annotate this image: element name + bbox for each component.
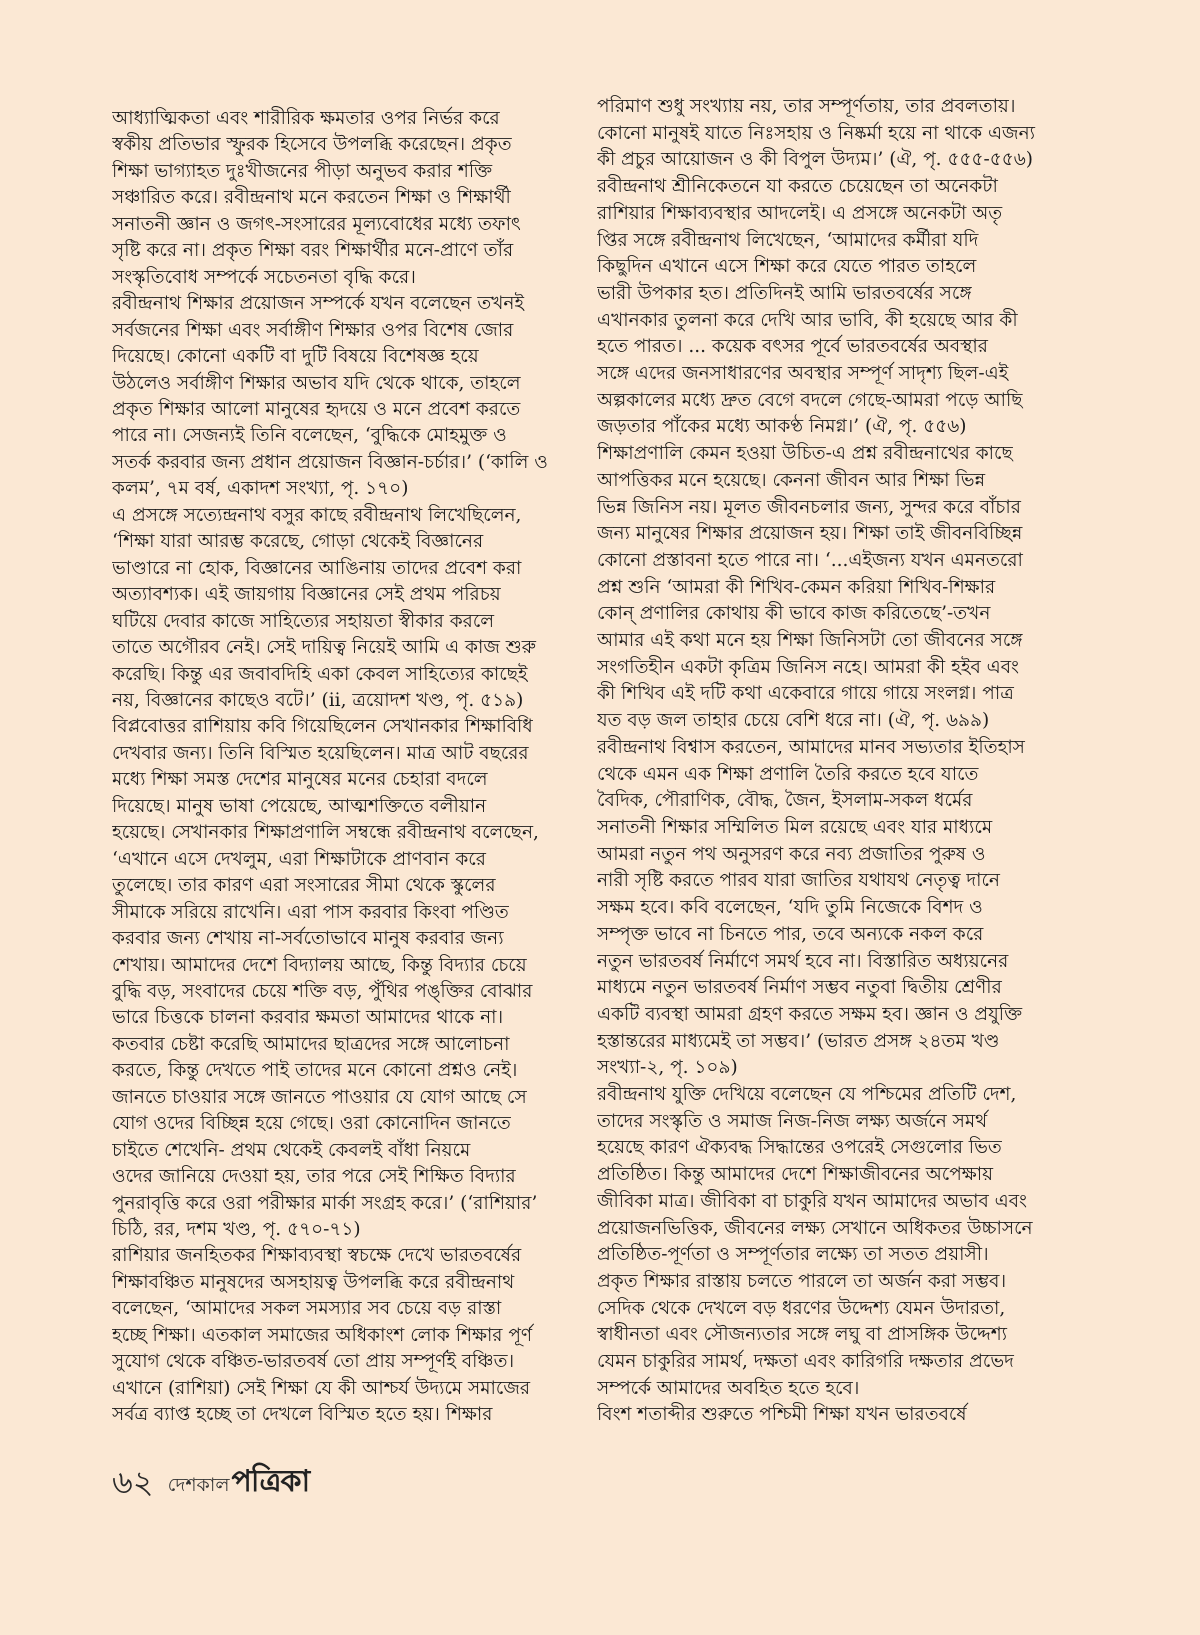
- text-line: তুলেছে। তার কারণ এরা সংসারের সীমা থেকে স্কুলের: [112, 875, 496, 897]
- text-line: সনাতনী জ্ঞান ও জগৎ-সংসারের মূল্যবোধের মধ্যে তফাৎ: [112, 213, 521, 235]
- text-line: ওদের জানিয়ে দেওয়া হয়, তার পরে সেই শিক্ষিত বিদ্যার: [112, 1166, 516, 1188]
- text-line: আপত্তিকর মনে হয়েছে। কেননা জীবন আর শিক্ষা ভিন্ন: [597, 469, 986, 491]
- text-line: পুনরাবৃত্তি করে ওরা পরীক্ষার মার্কা সংগ্রহ করে।’ (‘রাশিয়ার’: [112, 1192, 538, 1214]
- text-line: মধ্যে শিক্ষা সমস্ত দেশের মানুষের মনের চেহারা বদলে: [112, 769, 488, 791]
- text-line: জানতে চাওয়ার সঙ্গে জানতে পাওয়ার যে যোগ আছে সে: [112, 1086, 527, 1108]
- page-footer: [112, 1458, 512, 1506]
- text-line: শিক্ষা ভাগ্যাহত দুঃখীজনের পীড়া অনুভব করার শক্তি: [112, 160, 493, 182]
- text-line: জীবিকা মাত্র। জীবিকা বা চাকুরি যখন আমাদের অভাব এবং: [597, 1190, 1027, 1212]
- text-line: হস্তান্তরের মাধ্যমেই তা সম্ভব।’ (ভারত প্রসঙ্গ ২৪তম খণ্ড: [597, 1030, 1000, 1052]
- text-line: জন্য মানুষের শিক্ষার প্রয়োজন হয়। শিক্ষা তাই জীবনবিচ্ছিন্ন: [597, 523, 1023, 545]
- text-line: শিক্ষাপ্রণালি কেমন হওয়া উচিত-এ প্রশ্ন রবীন্দ্রনাথের কাছে: [597, 443, 1013, 465]
- text-line: আমার এই কথা মনে হয় শিক্ষা জিনিসটা তো জীবনের সঙ্গে: [597, 630, 1023, 652]
- text-line: কী প্রচুর আয়োজন ও কী বিপুল উদ্যম।’ (ঐ, পৃ. ৫৫৫-৫৫৬): [597, 149, 1033, 171]
- text-line: চাইতে শেখেনি- প্রথম থেকেই কেবলই বাঁধা নিয়মে: [112, 1139, 471, 1161]
- text-line: মাধ্যমে নতুন ভারতবর্ষ নির্মাণ সম্ভব নতুবা দ্বিতীয় শ্রেণীর: [597, 977, 1002, 999]
- text-line: হচ্ছে শিক্ষা। এতকাল সমাজের অধিকাংশ লোক শিক্ষার পূর্ণ: [112, 1324, 533, 1346]
- text-line: এ প্রসঙ্গে সত্যেন্দ্রনাথ বসুর কাছে রবীন্দ্রনাথ লিখেছিলেন,: [112, 504, 522, 526]
- text-line: প্রতিষ্ঠিত। কিন্তু আমাদের দেশে শিক্ষাজীবনের অপেক্ষায়: [597, 1164, 994, 1186]
- text-line: নারী সৃষ্টি করতে পারব যারা জাতির যথাযথ নেতৃত্ব দানে: [597, 870, 1000, 892]
- text-line: কিছুদিন এখানে এসে শিক্ষা করে যেতে পারত তাহলে: [597, 256, 977, 278]
- text-line: চিঠি, রর, দশম খণ্ড, পৃ. ৫৭০-৭১): [112, 1219, 361, 1241]
- text-line: রবীন্দ্রনাথ শ্রীনিকেতনে যা করতে চেয়েছেন তা অনেকটা: [597, 176, 998, 198]
- text-line: রবীন্দ্রনাথ যুক্তি দেখিয়ে বলেছেন যে পশ্চিমের প্রতিটি দেশ,: [597, 1084, 1017, 1106]
- text-line: অল্পকালের মধ্যে দ্রুত বেগে বদলে গেছে-আমরা পড়ে আছি: [597, 389, 1023, 411]
- text-line: যোগ ওদের বিচ্ছিন্ন হয়ে গেছে। ওরা কোনোদিন জানতে: [112, 1113, 511, 1135]
- text-line: প্রকৃত শিক্ষার আলো মানুষের হৃদয়ে ও মনে প্রবেশ করতে: [112, 398, 521, 420]
- text-line: শিক্ষাবঞ্চিত মানুষদের অসহায়ত্ব উপলব্ধি করে রবীন্দ্রনাথ: [112, 1271, 515, 1293]
- text-line: হয়েছে কারণ ঐক্যবদ্ধ সিদ্ধান্তের ওপরেই সেগুলোর ভিত: [597, 1137, 1002, 1159]
- text-line: সক্ষম হবে। কবি বলেছেন, ‘যদি তুমি নিজেকে বিশদ ও: [597, 897, 983, 919]
- text-line: সতর্ক করবার জন্য প্রধান প্রয়োজন বিজ্ঞান-চর্চার।’ (‘কালি ও: [112, 451, 548, 473]
- text-line: প্রকৃত শিক্ষার রাস্তায় চলতে পারলে তা অর্জন করা সম্ভব।: [597, 1270, 1007, 1292]
- text-line: কলম’, ৭ম বর্ষ, একাদশ সংখ্যা, পৃ. ১৭০): [112, 478, 409, 500]
- text-line: বলেছেন, ‘আমাদের সকল সমস্যার সব চেয়ে বড় রাস্তা: [112, 1298, 502, 1320]
- text-line: ‘এখানে এসে দেখলুম, এরা শিক্ষাটাকে প্রাণবান করে: [112, 848, 486, 870]
- text-line: এখানে (রাশিয়া) সেই শিক্ষা যে কী আশ্চর্য উদ্যমে সমাজের: [112, 1377, 531, 1399]
- text-line: স্বাধীনতা এবং সৌজন্যতার সঙ্গে লঘু বা প্রাসঙ্গিক উদ্দেশ্য: [597, 1324, 1008, 1346]
- text-line: আমরা নতুন পথ অনুসরণ করে নব্য প্রজাতির পুরুষ ও: [597, 843, 986, 865]
- text-line: সংগতিহীন একটা কৃত্রিম জিনিস নহে। আমরা কী হইব এবং: [597, 656, 1019, 678]
- left-text-column: [112, 106, 572, 1429]
- text-line: ভারে চিত্তকে চালনা করবার ক্ষমতা আমাদের থাকে না।: [112, 1007, 504, 1029]
- text-line: প্তির সঙ্গে রবীন্দ্রনাথ লিখেছেন, ‘আমাদের কর্মীরা যদি: [597, 229, 979, 251]
- text-line: কী শিখিব এই দটি কথা একেবারে গায়ে গায়ে সংলগ্ন। পাত্র: [597, 683, 1014, 705]
- text-line: থেকে এমন এক শিক্ষা প্রণালি তৈরি করতে হবে যাতে: [597, 763, 979, 785]
- page-number: ৬২: [112, 1463, 154, 1501]
- text-line: করতে, কিন্তু দেখতে পাই তাদের মনে কোনো প্রশ্নও নেই।: [112, 1060, 518, 1082]
- text-line: যেমন চাকুরির সামর্থ, দক্ষতা এবং কারিগরি দক্ষতার প্রভেদ: [597, 1351, 1014, 1373]
- text-line: পরিমাণ শুধু সংখ্যায় নয়, তার সম্পূর্ণতায়, তার প্রবলতায়।: [597, 96, 1016, 117]
- text-line: বুদ্ধি বড়, সংবাদের চেয়ে শক্তি বড়, পুঁথির পঙ্‌ক্তির বোঝার: [112, 980, 533, 1002]
- text-line: হতে পারত। ... কয়েক বৎসর পূর্বে ভারতবর্ষের অবস্থার: [597, 336, 988, 358]
- text-line: ভিন্ন জিনিস নয়। মূলত জীবনচলার জন্য, সুন্দর করে বাঁচার: [597, 496, 1021, 518]
- text-line: পারে না। সেজন্যই তিনি বলেছেন, ‘বুদ্ধিকে মোহমুক্ত ও: [112, 425, 507, 447]
- text-line: বৈদিক, পৌরাণিক, বৌদ্ধ, জৈন, ইসলাম-সকল ধর্মের: [597, 790, 973, 812]
- text-line: আধ্যাত্মিকতা এবং শারীরিক ক্ষমতার ওপর নির্ভর করে: [112, 108, 500, 129]
- magazine-logo: [168, 1457, 310, 1508]
- text-line: প্রয়োজনভিত্তিক, জীবনের লক্ষ্য সেখানে অধিকতর উচ্চাসনে: [597, 1217, 1033, 1239]
- text-line: এখানকার তুলনা করে দেখি আর ভাবি, কী হয়েছে আর কী: [597, 309, 1018, 331]
- right-text-column: [597, 94, 1057, 1429]
- text-line: সম্পর্কে আমাদের অবহিত হতে হবে।: [597, 1377, 860, 1399]
- text-line: সংখ্যা-২, পৃ. ১০৯): [597, 1057, 738, 1079]
- text-line: কোনো প্রস্তাবনা হতে পারে না। ‘...এইজন্য যখন এমনতরো: [597, 549, 1023, 571]
- text-line: ভাণ্ডারে না হোক, বিজ্ঞানের আঙিনায় তাদের প্রবেশ করা: [112, 557, 522, 579]
- text-line: কতবার চেষ্টা করেছি আমাদের ছাত্রদের সঙ্গে আলোচনা: [112, 1033, 510, 1055]
- text-line: নতুন ভারতবর্ষ নির্মাণে সমর্থ হবে না। বিস্তারিত অধ্যয়নের: [597, 950, 1009, 972]
- text-line: রবীন্দ্রনাথ শিক্ষার প্রয়োজন সম্পর্কে যখন বলেছেন তখনই: [112, 293, 525, 315]
- text-line: সম্পৃক্ত ভাবে না চিনতে পার, তবে অন্যকে নকল করে: [597, 923, 984, 945]
- text-line: দিয়েছে। মানুষ ভাষা পেয়েছে, আত্মশক্তিতে বলীয়ান: [112, 795, 487, 817]
- text-line: সর্বত্র ব্যাপ্ত হচ্ছে তা দেখলে বিস্মিত হতে হয়। শিক্ষার: [112, 1404, 493, 1426]
- text-line: সর্বজনের শিক্ষা এবং সর্বাঙ্গীণ শিক্ষার ওপর বিশেষ জোর: [112, 319, 514, 341]
- text-line: সঞ্চারিত করে। রবীন্দ্রনাথ মনে করতেন শিক্ষা ও শিক্ষার্থী: [112, 187, 511, 209]
- text-line: শেখায়। আমাদের দেশে বিদ্যালয় আছে, কিন্তু বিদ্যার চেয়ে: [112, 954, 527, 976]
- text-line: উঠলেও সর্বাঙ্গীণ শিক্ষার অভাব যদি থেকে থাকে, তাহলে: [112, 372, 521, 394]
- text-line: রাশিয়ার জনহিতকর শিক্ষাব্যবস্থা স্বচক্ষে দেখে ভারতবর্ষের: [112, 1245, 522, 1267]
- text-line: জড়তার পাঁকের মধ্যে আকণ্ঠ নিমগ্ন।’ (ঐ, পৃ. ৫৫৬): [597, 416, 967, 438]
- text-line: সঙ্গে এদের জনসাধারণের অবস্থার সম্পূর্ণ সাদৃশ্য ছিল-এই: [597, 363, 1009, 385]
- text-line: নয়, বিজ্ঞানের কাছেও বটে।’ (ii, ত্রয়োদশ খণ্ড, পৃ. ৫১৯): [112, 689, 524, 711]
- text-line: ভারী উপকার হত। প্রতিদিনই আমি ভারতবর্ষের সঙ্গে: [597, 282, 972, 304]
- text-line: সেদিক থেকে দেখলে বড় ধরণের উদ্দেশ্য যেমন উদারতা,: [597, 1297, 1006, 1319]
- text-line: তাদের সংস্কৃতি ও সমাজ নিজ-নিজ লক্ষ্য অর্জনে সমর্থ: [597, 1110, 988, 1132]
- text-line: দেখবার জন্য। তিনি বিস্মিত হয়েছিলেন। মাত্র আট বছরের: [112, 742, 529, 764]
- text-line: কোন্ প্রণালির কোথায় কী ভাবে কাজ করিতেছে’-তখন: [597, 603, 991, 625]
- text-line: অত্যাবশ্যক। এই জায়গায় বিজ্ঞানের সেই প্রথম পরিচয়: [112, 584, 501, 606]
- text-line: দিয়েছে। কোনো একটি বা দুটি বিষয়ে বিশেষজ্ঞ হয়ে: [112, 346, 479, 368]
- text-line: ‘শিক্ষা যারা আরম্ভ করেছে, গোড়া থেকেই বিজ্ঞানের: [112, 531, 484, 553]
- text-line: করবার জন্য শেখায় না-সর্বতোভাবে মানুষ করবার জন্য: [112, 928, 504, 950]
- text-line: বিপ্লবোত্তর রাশিয়ায় কবি গিয়েছিলেন সেখানকার শিক্ষাবিধি: [112, 716, 533, 738]
- text-line: সুযোগ থেকে বঞ্চিত-ভারতবর্ষ তো প্রায় সম্পূর্ণই বঞ্চিত।: [112, 1351, 515, 1373]
- text-line: সংস্কৃতিবোধ সম্পর্কে সচেতনতা বৃদ্ধি করে।: [112, 266, 416, 288]
- text-line: যত বড় জল তাহার চেয়ে বেশি ধরে না। (ঐ, পৃ. ৬৯৯): [597, 710, 990, 732]
- text-line: স্বকীয় প্রতিভার স্ফুরক হিসেবে উপলব্ধি করেছেন। প্রকৃত: [112, 134, 512, 156]
- text-line: রাশিয়ার শিক্ষাব্যবস্থার আদলেই। এ প্রসঙ্গে অনেকটা অতৃ: [597, 202, 1003, 224]
- text-line: কোনো মানুষই যাতে নিঃসহায় ও নিষ্কর্মা হয়ে না থাকে এজন্য: [597, 122, 1035, 144]
- text-line: প্রশ্ন শুনি ‘আমরা কী শিখিব-কেমন করিয়া শিখিব-শিক্ষার: [597, 576, 996, 598]
- text-line: সীমাকে সরিয়ে রাখেনি। এরা পাস করবার কিংবা পণ্ডিত: [112, 901, 509, 923]
- logo-text-large: পত্রিকা: [231, 1463, 310, 1499]
- text-line: করেছি। কিন্তু এর জবাবদিহি একা কেবল সাহিত্যের কাছেই: [112, 663, 528, 685]
- text-line: সনাতনী শিক্ষার সম্মিলিত মিল রয়েছে এবং যার মাধ্যমে: [597, 816, 993, 838]
- text-line: বিংশ শতাব্দীর শুরুতে পশ্চিমী শিক্ষা যখন ভারতবর্ষে: [597, 1404, 967, 1426]
- text-line: ঘটিয়ে দেবার কাজে সাহিত্যের সহায়তা স্বীকার করলে: [112, 610, 495, 632]
- text-line: হয়েছে। সেখানকার শিক্ষাপ্রণালি সম্বন্ধে রবীন্দ্রনাথ বলেছেন,: [112, 822, 539, 844]
- text-line: সৃষ্টি করে না। প্রকৃত শিক্ষা বরং শিক্ষার্থীর মনে-প্রাণে তাঁর: [112, 240, 514, 262]
- text-line: একটি ব্যবস্থা আমরা গ্রহণ করতে সক্ষম হব। জ্ঞান ও প্রযুক্তি: [597, 1003, 1023, 1025]
- text-line: রবীন্দ্রনাথ বিশ্বাস করতেন, আমাদের মানব সভ্যতার ইতিহাস: [597, 736, 1025, 758]
- text-line: প্রতিষ্ঠিত-পূর্ণতা ও সম্পূর্ণতার লক্ষ্যে তা সতত প্রয়াসী।: [597, 1244, 989, 1266]
- logo-text-small: দেশকাল: [167, 1473, 230, 1496]
- text-line: তাতে অগৌরব নেই। সেই দায়িত্ব নিয়েই আমি এ কাজ শুরু: [112, 637, 536, 659]
